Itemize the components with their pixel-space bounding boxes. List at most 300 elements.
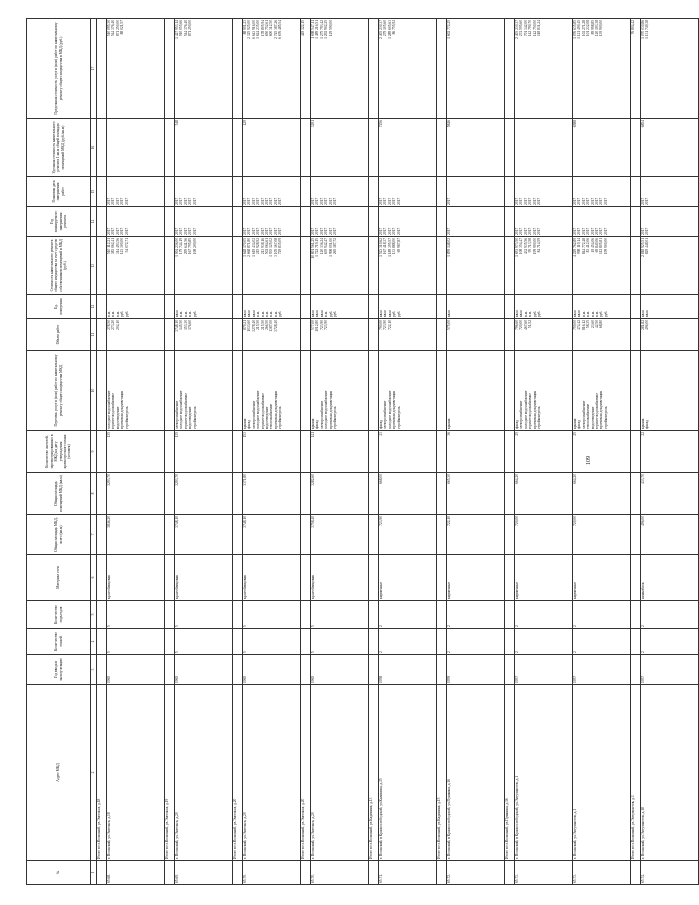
empty-cell bbox=[165, 351, 175, 431]
plan-date: 2017 bbox=[519, 197, 524, 205]
row-number: 65.73. bbox=[515, 861, 573, 885]
volume: 722,10 bbox=[387, 320, 392, 330]
area-rooms: 433,70 bbox=[641, 473, 699, 515]
cost: 510 112,21 bbox=[107, 238, 111, 255]
volume-cell bbox=[175, 319, 233, 351]
row-number bbox=[301, 861, 311, 885]
empty-cell bbox=[97, 319, 107, 351]
volume: 23,60 bbox=[590, 320, 595, 329]
unit: п.м. bbox=[188, 311, 193, 317]
column-header: Ед. измерения bbox=[27, 295, 91, 319]
address: г. Волжский, ул.Энгельса, д.18 bbox=[107, 685, 165, 861]
cost: 639 942,47 bbox=[324, 238, 329, 255]
residents: 25 bbox=[573, 431, 631, 473]
empty-cell bbox=[631, 601, 641, 629]
unit: кв.м bbox=[247, 310, 252, 317]
cost: 108 354,47 bbox=[519, 238, 524, 255]
subtotal-row bbox=[97, 19, 107, 885]
empty-cell bbox=[437, 295, 447, 319]
table-row bbox=[175, 19, 233, 885]
floors: 2 bbox=[447, 629, 505, 655]
plan-year: 2017 bbox=[573, 227, 577, 235]
limit-cost-cell bbox=[175, 19, 233, 119]
residents: 36 bbox=[447, 431, 505, 473]
residents: 135 bbox=[175, 431, 233, 473]
limit-cost: 1 289 605,63 bbox=[387, 20, 392, 39]
unit-cost: 429 bbox=[243, 119, 301, 177]
unit: кв.м bbox=[319, 310, 324, 317]
plan-date: 2017 bbox=[179, 197, 184, 205]
work-item: стройконтроль bbox=[192, 406, 197, 429]
row-number bbox=[97, 861, 107, 885]
subtotal-label: Итого по г.Волжский, ул.Энтузиастов, д.1 bbox=[631, 685, 641, 861]
volume-cell bbox=[447, 319, 505, 351]
unit: п.м. bbox=[595, 311, 600, 317]
work-item: теплоснабжение bbox=[269, 403, 274, 429]
entrances: 5 bbox=[243, 601, 301, 629]
volume: 723,90 bbox=[324, 320, 329, 330]
column-header: № bbox=[27, 861, 91, 885]
column-header: Коли-чество этажей bbox=[27, 629, 91, 655]
empty-cell bbox=[437, 601, 447, 629]
plan-date: 2017 bbox=[269, 197, 274, 205]
address: г. Волжский, ул.Энгельса, д.20 bbox=[243, 685, 301, 861]
volume: 467,60 bbox=[523, 320, 528, 330]
subtotal-limit bbox=[233, 19, 243, 119]
cost: 49 454,06 bbox=[590, 238, 595, 253]
plan-year: 2017 bbox=[396, 227, 401, 235]
empty-cell bbox=[301, 555, 311, 601]
unit: п.м. bbox=[581, 311, 586, 317]
limit-cost: 118 831,24 bbox=[537, 20, 542, 37]
unit: руб. bbox=[599, 310, 604, 317]
limit-cost: 1 292 902,25 bbox=[324, 20, 329, 39]
empty-cell bbox=[97, 207, 107, 237]
plan-date-cell bbox=[311, 177, 369, 207]
column-number: 7 bbox=[91, 515, 97, 555]
plan-year: 2017 bbox=[265, 227, 270, 235]
volume: 1387,00 bbox=[269, 320, 274, 332]
unit: п.м. bbox=[269, 311, 274, 317]
table-body bbox=[27, 19, 699, 885]
column-header: Год планируемого завершения ремонта bbox=[27, 207, 91, 237]
empty-cell bbox=[505, 601, 515, 629]
unit: кв.м bbox=[383, 310, 388, 317]
floors: 2 bbox=[515, 629, 573, 655]
volume-cell bbox=[515, 319, 573, 351]
subtotal-row bbox=[301, 19, 311, 885]
plan-date: 2017 bbox=[247, 197, 252, 205]
plan-year: 2017 bbox=[111, 227, 116, 235]
empty-cell bbox=[97, 515, 107, 555]
empty-cell bbox=[301, 177, 311, 207]
empty-cell bbox=[369, 431, 379, 473]
column-number: 12 bbox=[91, 295, 97, 319]
limit-cost: 139 900,00 bbox=[599, 20, 604, 37]
unit: п.м. bbox=[590, 311, 595, 317]
entrances: 2 bbox=[447, 601, 505, 629]
plan-date: 2017 bbox=[599, 197, 604, 205]
unit-cell bbox=[243, 295, 301, 319]
volume: 723,90 bbox=[319, 320, 324, 330]
column-number: 9 bbox=[91, 431, 97, 473]
empty-cell bbox=[631, 207, 641, 237]
cost: 123 300,00 bbox=[120, 238, 125, 255]
work-item: крыша bbox=[447, 418, 451, 429]
plan-date-cell bbox=[515, 177, 573, 207]
cost: 215 928,92 bbox=[256, 238, 261, 255]
row-number: 65.70. bbox=[243, 861, 301, 885]
table-row bbox=[379, 19, 437, 885]
empty-cell bbox=[233, 629, 243, 655]
limit-cost: 544 376,40 bbox=[111, 20, 116, 37]
entrances: 5 bbox=[175, 601, 233, 629]
cost: 69 987,87 bbox=[396, 238, 401, 253]
unit: п.м. bbox=[183, 311, 188, 317]
unit: п.м. bbox=[256, 311, 261, 317]
walls: кирпичные bbox=[447, 555, 505, 601]
plan-year-cell bbox=[175, 207, 233, 237]
empty-cell bbox=[97, 431, 107, 473]
empty-cell bbox=[301, 601, 311, 629]
column-header: Коли-чество подъездов bbox=[27, 601, 91, 629]
cost: 108 200,00 bbox=[192, 238, 197, 255]
limit-cost: 129 590,00 bbox=[328, 20, 333, 37]
work-item: крыша bbox=[641, 418, 645, 429]
work-item: водоотведение bbox=[265, 406, 270, 429]
area-total: 3748,10 bbox=[243, 515, 301, 555]
empty-cell bbox=[631, 655, 641, 685]
limit-cost: 650 752,61 bbox=[265, 20, 270, 37]
year: 1965 bbox=[107, 655, 165, 685]
plan-year: 2017 bbox=[273, 227, 278, 235]
volume: 204,10 bbox=[115, 320, 120, 330]
plan-date: 2017 bbox=[641, 197, 645, 205]
empty-cell bbox=[437, 655, 447, 685]
empty-cell bbox=[505, 319, 515, 351]
plan-year: 2017 bbox=[243, 227, 247, 235]
header-row bbox=[27, 19, 91, 885]
plan-date: 2017 bbox=[586, 197, 591, 205]
limit-cost-cell bbox=[243, 19, 301, 119]
empty-cell bbox=[301, 319, 311, 351]
subtotal-limit bbox=[165, 19, 175, 119]
volume: 42,50 bbox=[595, 320, 600, 329]
work-item-cell bbox=[379, 351, 437, 431]
unit: п.м. bbox=[586, 311, 591, 317]
plan-year: 2017 bbox=[645, 227, 650, 235]
empty-cell bbox=[369, 555, 379, 601]
empty-cell bbox=[165, 207, 175, 237]
plan-date: 2017 bbox=[523, 197, 528, 205]
empty-cell bbox=[301, 655, 311, 685]
plan-date: 2017 bbox=[328, 197, 333, 205]
cost: 3 105 167,08 bbox=[273, 238, 278, 257]
year: 1957 bbox=[573, 655, 631, 685]
plan-date: 2017 bbox=[273, 197, 278, 205]
volume: 68,80 bbox=[599, 320, 604, 329]
residents: 22 bbox=[641, 431, 699, 473]
volume: 816,12 bbox=[581, 320, 586, 330]
work-item: фасад bbox=[247, 420, 252, 429]
cost: 998 119,14 bbox=[577, 238, 582, 255]
plan-date: 2017 bbox=[537, 197, 542, 205]
empty-cell bbox=[233, 601, 243, 629]
volume: 1012,80 bbox=[315, 320, 320, 332]
plan-year: 2017 bbox=[581, 227, 586, 235]
empty-cell bbox=[97, 555, 107, 601]
volume-cell bbox=[311, 319, 369, 351]
column-number: 17 bbox=[91, 19, 97, 119]
plan-date: 2017 bbox=[396, 197, 401, 205]
floors: 2 bbox=[641, 629, 699, 655]
table-row bbox=[107, 19, 165, 885]
floors: 5 bbox=[311, 629, 369, 655]
work-item-cell bbox=[573, 351, 631, 431]
year: 1958 bbox=[379, 655, 437, 685]
unit: руб. bbox=[333, 310, 338, 317]
unit: кв.м bbox=[311, 310, 315, 317]
plan-date: 2017 bbox=[447, 197, 451, 205]
cost: 502 064,61 bbox=[265, 238, 270, 255]
empty-cell bbox=[369, 319, 379, 351]
plan-date: 2017 bbox=[590, 197, 595, 205]
column-number: 11 bbox=[91, 319, 97, 351]
unit: п.м. bbox=[265, 311, 270, 317]
empty-cell bbox=[233, 655, 243, 685]
empty-cell bbox=[165, 655, 175, 685]
plan-date-cell bbox=[573, 177, 631, 207]
plan-year: 2017 bbox=[532, 227, 537, 235]
plan-date: 2017 bbox=[645, 197, 650, 205]
work-item: фасад bbox=[645, 420, 650, 429]
cost: 167 795,85 bbox=[188, 238, 193, 255]
work-item: проектная документация bbox=[599, 390, 604, 429]
work-item-cell bbox=[447, 351, 505, 431]
empty-cell bbox=[233, 119, 243, 177]
empty-cell bbox=[505, 351, 515, 431]
address: г. Волжский, ул.Энтузиастов, д.18 bbox=[641, 685, 699, 861]
empty-cell bbox=[97, 237, 107, 295]
plan-date: 2017 bbox=[243, 197, 247, 205]
unit: руб. bbox=[396, 310, 401, 317]
work-item: водоотведение bbox=[115, 406, 120, 429]
cost: 1 935 125,02 bbox=[269, 238, 274, 257]
column-header: Общая площадь МКД, всего (кв.м) bbox=[27, 515, 91, 555]
address: г. Волжский, ул.Энгельса, д.20 bbox=[175, 685, 233, 861]
work-item: горячее водоснабжение bbox=[111, 393, 116, 429]
unit: кв.м bbox=[243, 310, 247, 317]
floors: 2 bbox=[573, 629, 631, 655]
unit: кв.м bbox=[315, 310, 320, 317]
plan-year: 2017 bbox=[192, 227, 197, 235]
cost-cell bbox=[175, 237, 233, 295]
cost: 383 062,41 bbox=[111, 238, 116, 255]
cost: 314 493,56 bbox=[115, 238, 120, 255]
cost: 10 801 561,25 bbox=[311, 238, 315, 259]
column-number: 14 bbox=[91, 207, 97, 237]
plan-year: 2017 bbox=[107, 227, 111, 235]
work-item: горячее водоснабжение bbox=[595, 393, 600, 429]
column-number: 13 bbox=[91, 237, 97, 295]
plan-date: 2017 bbox=[577, 197, 582, 205]
address: г. Волжский, ул.Энтузиастов, д.1 bbox=[573, 685, 631, 861]
plan-date-cell bbox=[107, 177, 165, 207]
work-item-cell bbox=[311, 351, 369, 431]
work-item: проектная документация bbox=[392, 390, 397, 429]
limit-cost: 2 403 230,37 bbox=[379, 20, 383, 39]
plan-date: 2017 bbox=[111, 197, 116, 205]
year: 1965 bbox=[175, 655, 233, 685]
area-rooms: 664,20 bbox=[573, 473, 631, 515]
unit: руб. bbox=[603, 310, 608, 317]
unit: кв.м bbox=[515, 310, 519, 317]
walls: кирпичные bbox=[379, 555, 437, 601]
cost: 83 412,06 bbox=[586, 238, 591, 253]
work-item: электроснабжение bbox=[383, 400, 388, 429]
floors: 5 bbox=[175, 629, 233, 655]
subtotal-limit bbox=[369, 19, 379, 119]
cost-cell bbox=[515, 237, 573, 295]
work-item-cell bbox=[175, 351, 233, 431]
table-row bbox=[447, 19, 505, 885]
subtotal-limit bbox=[437, 19, 447, 119]
volume: 720,00 bbox=[519, 320, 524, 330]
volume-cell bbox=[379, 319, 437, 351]
plan-year: 2017 bbox=[124, 227, 129, 235]
plan-year: 2017 bbox=[523, 227, 528, 235]
subtotal-row bbox=[165, 19, 175, 885]
volume: 474,42 bbox=[577, 320, 582, 330]
volume: 215,50 bbox=[256, 320, 261, 330]
volume: 145,50 bbox=[179, 320, 184, 330]
plan-year: 2017 bbox=[319, 227, 324, 235]
unit: руб. bbox=[328, 310, 333, 317]
volume: 58,35 bbox=[586, 320, 591, 329]
cost: 432 935,56 bbox=[523, 238, 528, 255]
column-number: 15 bbox=[91, 177, 97, 207]
unit: кв.м bbox=[379, 310, 383, 317]
work-item: горячее водоснабжение bbox=[528, 393, 533, 429]
empty-cell bbox=[369, 207, 379, 237]
cost-cell bbox=[311, 237, 369, 295]
empty-cell bbox=[97, 473, 107, 515]
plan-year: 2017 bbox=[183, 227, 188, 235]
plan-year: 2017 bbox=[519, 227, 524, 235]
unit-cost: 7256 bbox=[379, 119, 437, 177]
row-number: 65.74. bbox=[641, 861, 699, 885]
area-rooms: 3293,70 bbox=[107, 473, 165, 515]
limit-cost: 910 055,66 bbox=[179, 20, 184, 37]
empty-cell bbox=[369, 601, 379, 629]
work-item: горячее водоснабжение bbox=[260, 393, 265, 429]
volume: 278,50 bbox=[107, 320, 111, 330]
plan-year: 2017 bbox=[247, 227, 252, 235]
limit-cost: 544 376,40 bbox=[183, 20, 188, 37]
unit: п.м. bbox=[111, 311, 116, 317]
work-item: холодное водоснабжение bbox=[179, 390, 184, 429]
volume-cell bbox=[243, 319, 301, 351]
subtotal-row bbox=[505, 19, 515, 885]
residents: 153 bbox=[243, 431, 301, 473]
unit: кв.м bbox=[573, 310, 577, 317]
area-total: 722,10 bbox=[447, 515, 505, 555]
cost: 2 818 925,51 bbox=[641, 238, 645, 257]
empty-cell bbox=[631, 319, 641, 351]
empty-cell bbox=[369, 119, 379, 177]
work-item: холодное водоснабжение bbox=[324, 390, 329, 429]
unit: п.м. bbox=[115, 311, 120, 317]
entrances: 2 bbox=[379, 601, 437, 629]
column-number: 10 bbox=[91, 351, 97, 431]
column-number: 6 bbox=[91, 555, 97, 601]
plan-year: 2017 bbox=[595, 227, 600, 235]
plan-date: 2017 bbox=[603, 197, 608, 205]
limit-cost: 1 070 030,86 bbox=[641, 20, 645, 39]
limit-cost: 142 750,00 bbox=[532, 20, 537, 37]
empty-cell bbox=[97, 177, 107, 207]
residents: 23 bbox=[379, 431, 437, 473]
plan-year-cell bbox=[311, 207, 369, 237]
work-item-cell bbox=[107, 351, 165, 431]
unit: руб. bbox=[124, 310, 129, 317]
empty-cell bbox=[505, 207, 515, 237]
unit-cell bbox=[641, 295, 699, 319]
work-item: электроснабжение bbox=[175, 400, 179, 429]
limit-cost: 1 131 749,38 bbox=[645, 20, 650, 39]
unit: п.м. bbox=[528, 311, 533, 317]
unit: руб. bbox=[278, 310, 283, 317]
empty-cell bbox=[233, 237, 243, 295]
plan-year: 2017 bbox=[188, 227, 193, 235]
empty-cell bbox=[97, 119, 107, 177]
limit-cost: 101 232,08 bbox=[586, 20, 591, 37]
unit-cell bbox=[515, 295, 573, 319]
address: г. Волжский, в Краснослободской, ул.Пушкина, д.16 bbox=[447, 685, 505, 861]
empty-cell bbox=[631, 351, 641, 431]
unit-cost: 6854 bbox=[641, 119, 699, 177]
unit-cost bbox=[515, 119, 573, 177]
plan-date-cell bbox=[175, 177, 233, 207]
plan-date: 2017 bbox=[315, 197, 320, 205]
year: 1959 bbox=[447, 655, 505, 685]
table-row bbox=[311, 19, 369, 885]
column-header: Объем работ bbox=[27, 319, 91, 351]
unit-cost: 6588 bbox=[573, 119, 631, 177]
work-item: проектная документация bbox=[273, 390, 278, 429]
residents: 25 bbox=[515, 431, 573, 473]
volume: 3278,40 bbox=[251, 320, 256, 332]
limit-cost: 274 595,60 bbox=[519, 20, 524, 37]
area-total: 720,00 bbox=[515, 515, 573, 555]
subtotal-limit: 76 804,42 bbox=[631, 19, 641, 119]
limit-cost: 600 312,50 bbox=[269, 20, 274, 37]
empty-cell bbox=[97, 351, 107, 431]
plan-date: 2017 bbox=[379, 197, 383, 205]
unit: кв.м bbox=[251, 310, 256, 317]
page-number: 109 bbox=[586, 456, 592, 465]
plan-year: 2017 bbox=[333, 227, 338, 235]
limit-cost: 1 624 235,00 bbox=[256, 20, 261, 39]
empty-cell bbox=[437, 629, 447, 655]
plan-date-cell bbox=[379, 177, 437, 207]
walls: кр.необлицован bbox=[311, 555, 369, 601]
column-header: Год ввода в эксплу-атацию bbox=[27, 655, 91, 685]
empty-cell bbox=[505, 119, 515, 177]
volume: 1033,60 bbox=[247, 320, 252, 332]
volume: 790,00 bbox=[379, 320, 383, 330]
limit-cost: 88 021,57 bbox=[120, 20, 125, 35]
